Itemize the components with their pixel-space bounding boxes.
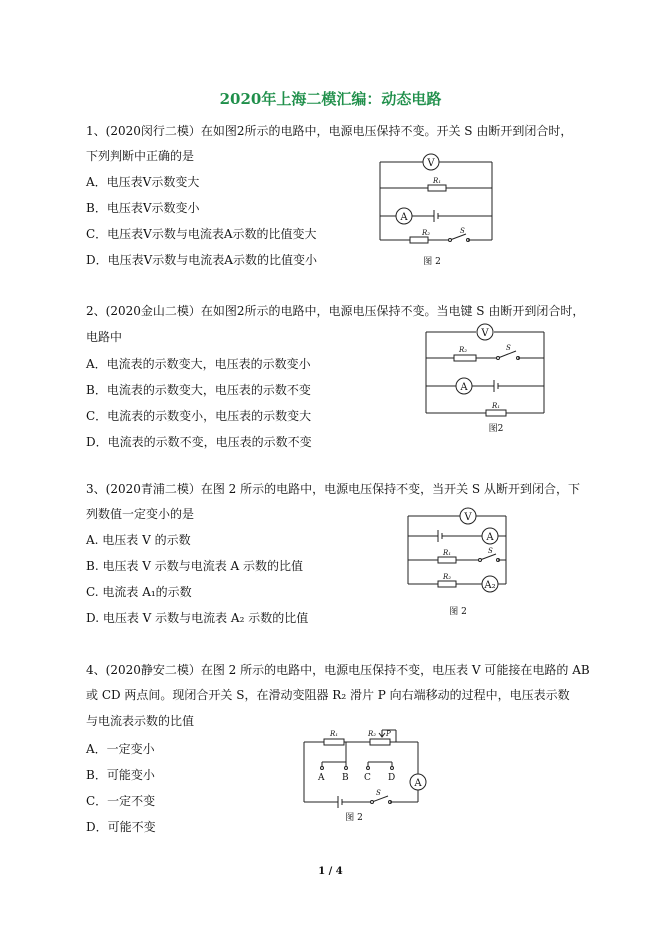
q4-option-a: A．一定变小 bbox=[86, 742, 155, 756]
svg-text:V: V bbox=[481, 328, 489, 339]
resistor-r2-icon bbox=[454, 355, 476, 361]
svg-text:R₂: R₂ bbox=[421, 229, 431, 237]
rheostat-r2-icon bbox=[370, 739, 390, 745]
q2-option-b: B．电流表的示数变大，电压表的示数不变 bbox=[86, 383, 311, 397]
svg-text:R₁: R₁ bbox=[491, 402, 501, 410]
svg-text:V: V bbox=[427, 158, 435, 169]
page-title: 2020年上海二模汇编：动态电路 bbox=[219, 90, 442, 108]
q3-stem-line2: 列数值一定变小的是 bbox=[86, 507, 195, 521]
svg-text:R₂: R₂ bbox=[442, 573, 452, 581]
svg-text:R₁: R₁ bbox=[330, 730, 339, 738]
q3-circuit-diagram bbox=[398, 502, 532, 624]
svg-text:A₂: A₂ bbox=[484, 580, 496, 591]
q2-stem-line1: 2、(2020金山二模）在如图2所示的电路中，电源电压保持不变。当电键 S 由断开到闭合时， bbox=[86, 304, 585, 318]
q1-option-b: B．电压表V示数变小 bbox=[86, 201, 200, 215]
svg-text:图2: 图2 bbox=[488, 424, 504, 434]
svg-text:A: A bbox=[400, 212, 408, 223]
q2-circuit-diagram bbox=[418, 318, 554, 440]
resistor-r1-icon bbox=[428, 185, 446, 191]
q3-option-b: B. 电压表 V 示数与电流表 A 示数的比值 bbox=[86, 559, 304, 573]
q3-option-c: C. 电流表 A₁的示数 bbox=[86, 585, 192, 599]
q4-option-d: D．可能不变 bbox=[86, 820, 156, 834]
q1-stem-line1: 1、(2020闵行二模）在如图2所示的电路中，电源电压保持不变。开关 S 由断开到闭合时， bbox=[86, 124, 573, 138]
svg-text:S: S bbox=[460, 227, 465, 235]
q2-option-d: D．电流表的示数不变，电压表的示数不变 bbox=[86, 435, 312, 449]
q3-option-d: D. 电压表 V 示数与电流表 A₂ 示数的比值 bbox=[86, 611, 309, 625]
q1-option-c: C．电压表V示数与电流表A示数的比值变大 bbox=[86, 227, 317, 241]
slider-p-icon bbox=[379, 730, 385, 737]
svg-text:A: A bbox=[460, 382, 468, 393]
q1-option-a: A．电压表V示数变大 bbox=[86, 175, 200, 189]
q4-stem-line3: 与电流表示数的比值 bbox=[86, 714, 195, 728]
svg-text:A: A bbox=[318, 773, 325, 783]
q4-stem-line1: 4、(2020静安二模）在图 2 所示的电路中，电源电压保持不变，电压表 V 可能接在电路的 AB bbox=[86, 663, 590, 677]
svg-text:R₁: R₁ bbox=[432, 177, 442, 185]
resistor-r1-icon bbox=[438, 557, 456, 563]
svg-text:S: S bbox=[488, 547, 493, 555]
resistor-r1-icon bbox=[486, 410, 506, 416]
svg-text:S: S bbox=[376, 789, 381, 797]
svg-text:S: S bbox=[506, 344, 511, 352]
svg-text:A: A bbox=[486, 532, 494, 543]
q3-stem-line1: 3、(2020青浦二模）在图 2 所示的电路中，电源电压保持不变，当开关 S 从断开到闭合，下 bbox=[86, 482, 580, 496]
svg-text:P: P bbox=[386, 730, 391, 738]
resistor-r2-icon bbox=[410, 237, 428, 243]
switch-icon bbox=[498, 351, 516, 358]
page-number: 1 / 4 bbox=[318, 866, 343, 877]
q2-stem-line2: 电路中 bbox=[86, 330, 123, 344]
q1-option-d: D．电压表V示数与电流表A示数的比值变小 bbox=[86, 253, 317, 267]
svg-text:R₂: R₂ bbox=[458, 346, 468, 354]
q3-option-a: A. 电压表 V 的示数 bbox=[86, 533, 191, 547]
svg-text:图 2: 图 2 bbox=[449, 607, 467, 617]
q4-option-c: C．一定不变 bbox=[86, 794, 156, 808]
q4-option-b: B．可能变小 bbox=[86, 768, 155, 782]
svg-text:图 2: 图 2 bbox=[345, 813, 363, 823]
resistor-r1-icon bbox=[324, 739, 344, 745]
q4-stem-line2: 或 CD 两点间。现闭合开关 S，在滑动变阻器 R₂ 滑片 P 向右端移动的过程中，电压表示数 bbox=[86, 688, 570, 702]
resistor-r2-icon bbox=[438, 581, 456, 587]
svg-text:A: A bbox=[414, 778, 422, 789]
q1-stem-line2: 下列判断中正确的是 bbox=[86, 149, 195, 163]
q2-option-a: A．电流表的示数变大，电压表的示数变小 bbox=[86, 357, 311, 371]
svg-text:C: C bbox=[364, 773, 371, 783]
svg-text:R₂: R₂ bbox=[368, 730, 377, 738]
svg-text:R₁: R₁ bbox=[442, 549, 452, 557]
q1-circuit-diagram bbox=[370, 150, 500, 272]
svg-text:V: V bbox=[464, 512, 472, 523]
svg-text:D: D bbox=[388, 773, 396, 783]
q2-option-c: C．电流表的示数变小，电压表的示数变大 bbox=[86, 409, 312, 423]
svg-text:B: B bbox=[342, 773, 349, 783]
q4-circuit-diagram bbox=[296, 726, 446, 826]
svg-text:图 2: 图 2 bbox=[423, 257, 441, 267]
